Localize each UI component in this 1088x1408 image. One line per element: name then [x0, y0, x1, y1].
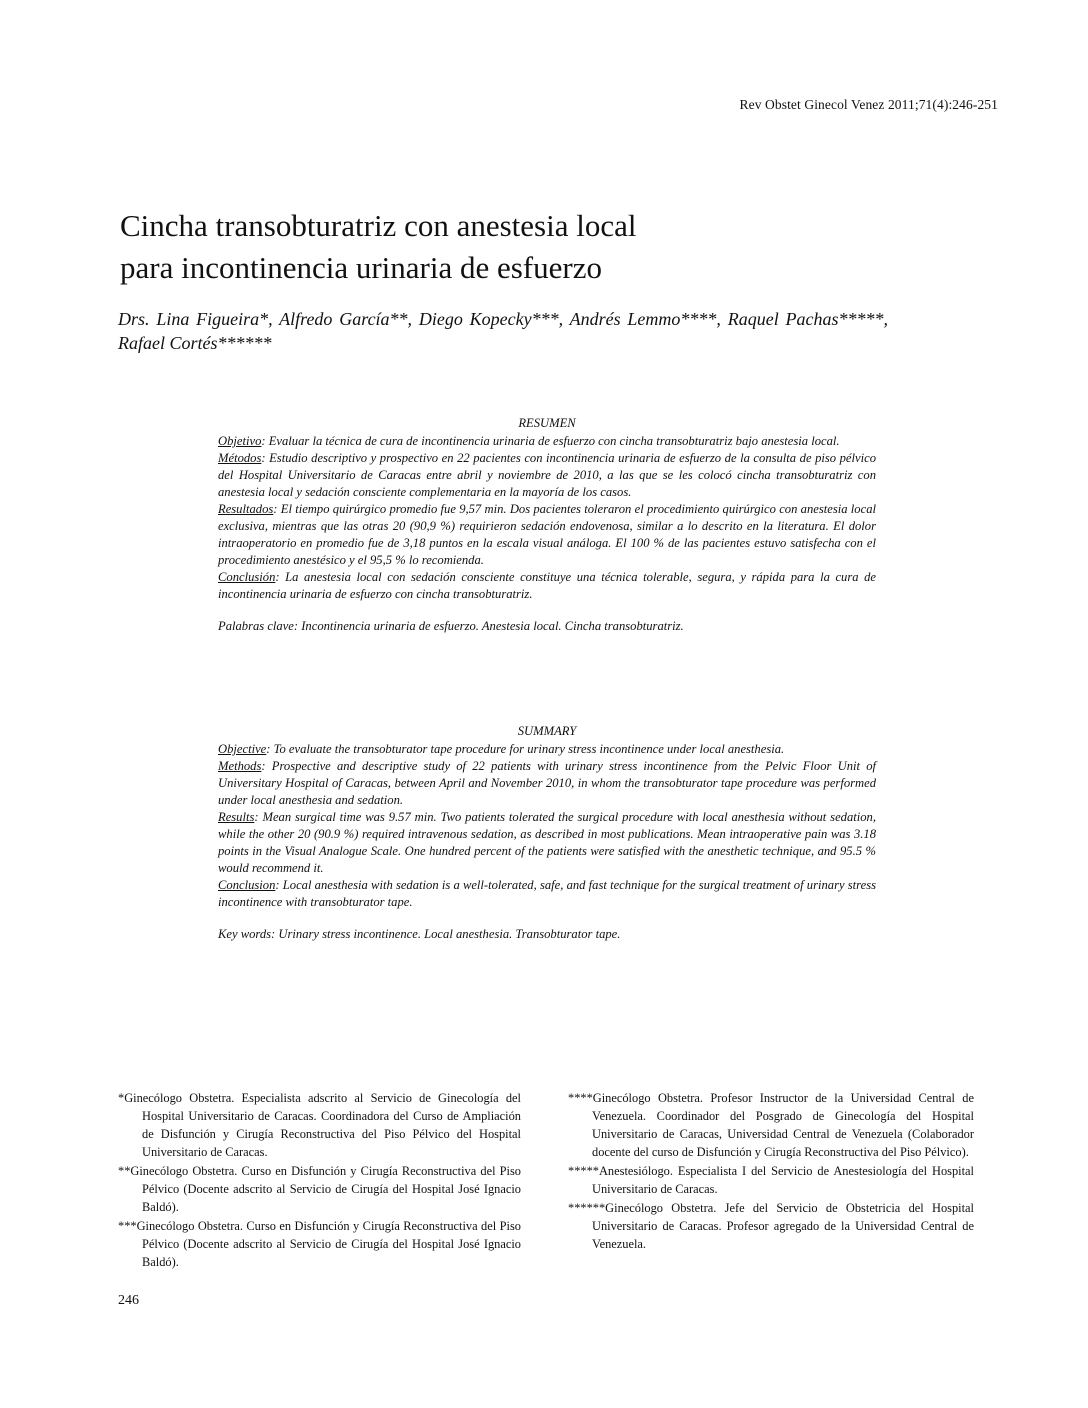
resumen-objetivo: [218, 433, 876, 450]
footnote: ****Ginecólogo Obstetra. Profesor Instructor de la Universidad Central de Venezuela. Coordinador del Posgrado de Ginecología del Hospital Universitario de Caracas, Universidad Central de Venezuela (Colaborador docente del curso de Disfunción y Cirugía Reconstructiva del Piso Pélvico).: [568, 1091, 974, 1159]
methods-label: Methods: [218, 759, 262, 773]
metodos-label: Métodos: [218, 451, 262, 465]
title-line-2: para incontinencia urinaria de esfuerzo: [120, 250, 602, 285]
summary-objective: [218, 741, 876, 758]
footnote: *Ginecólogo Obstetra. Especialista adscrito al Servicio de Ginecología del Hospital Universitario de Caracas. Coordinadora del Curso de Ampliación de Disfunción y Cirugía Reconstructiva del Piso Pélvico del Hospital Universitario de Caracas.: [118, 1091, 521, 1159]
resumen-metodos: [218, 450, 876, 501]
results-text: : Mean surgical time was 9.57 min. Two patients tolerated the surgical procedure with local anesthesia without sedation, while the other 20 (90.9 %) required intravenous sedation, as described in most publications. Mean intraoperative pain was 3.18 points in the Visual Analogue Scale. One hundred percent of the patients were satisfied with the anesthetic technique, and 95.5 % would recommend it.: [218, 810, 876, 875]
footnote: **Ginecólogo Obstetra. Curso en Disfunción y Cirugía Reconstructiva del Piso Pélvico (Docente adscrito al Servicio de Cirugía del Hospital José Ignacio Baldó).: [118, 1164, 521, 1214]
conclusion-label-en: Conclusion: [218, 878, 276, 892]
methods-text: : Prospective and descriptive study of 22 patients with urinary stress incontinence from the Pelvic Floor Unit of Universitary Hospital of Caracas, between April and November 2010, in whom the transobturator tape procedure was performed under local anesthesia and sedation.: [218, 759, 876, 807]
resumen-conclusion: [218, 569, 876, 603]
conclusion-label: Conclusión: [218, 570, 276, 584]
summary-heading: SUMMARY: [517, 724, 577, 738]
summary-conclusion: [218, 877, 876, 911]
journal-reference: Rev Obstet Ginecol Venez 2011;71(4):246-251: [739, 97, 998, 112]
footnote: ******Ginecólogo Obstetra. Jefe del Servicio de Obstetricia del Hospital Universitario de Caracas. Profesor agregado de la Universidad Central de Venezuela.: [568, 1201, 974, 1251]
key-words: Key words: Urinary stress incontinence. Local anesthesia. Transobturator tape.: [218, 927, 621, 941]
objective-text: : To evaluate the transobturator tape procedure for urinary stress incontinence under local anesthesia.: [266, 742, 785, 756]
footnotes-left-column: [118, 1089, 521, 1272]
resultados-text: : El tiempo quirúrgico promedio fue 9,57 min. Dos pacientes toleraron el procedimiento quirúrgico con anestesia local exclusiva, mientras que las otras 20 (90,9 %) requirieron sedación endovenosa, similar a lo descrito en la literatura. El dolor intraoperatorio en promedio fue de 3,18 puntos en la escala visual análoga. El 100 % de las pacientes estuvo satisfecha con el procedimiento anestésico y el 95,5 % lo recomienda.: [218, 502, 876, 567]
footnote: ***Ginecólogo Obstetra. Curso en Disfunción y Cirugía Reconstructiva del Piso Pélvico (Docente adscrito al Servicio de Cirugía del Hospital José Ignacio Baldó).: [118, 1219, 521, 1269]
metodos-text: : Estudio descriptivo y prospectivo en 22 pacientes con incontinencia urinaria de esfuerzo de la consulta de piso pélvico del Hospital Universitario de Caracas entre abril y noviembre de 2010, a las que se les colocó cincha transobturatriz con anestesia local y sedación consciente complementaria en la mayoría de los casos.: [218, 451, 876, 499]
resumen-abstract: [218, 415, 876, 635]
objetivo-label: Objetivo: [218, 434, 262, 448]
footnotes-right-column: [568, 1089, 974, 1254]
summary-abstract: [218, 723, 876, 943]
resumen-resultados: [218, 501, 876, 569]
summary-results: [218, 809, 876, 877]
page-number: 246: [118, 1293, 139, 1308]
resumen-heading: RESUMEN: [518, 416, 576, 430]
palabras-clave: Palabras clave: Incontinencia urinaria de esfuerzo. Anestesia local. Cincha transobturatriz.: [218, 619, 684, 633]
author-list: Drs. Lina Figueira*, Alfredo García**, Diego Kopecky***, Andrés Lemmo****, Raquel Pachas*****, Rafael Cortés******: [118, 309, 888, 353]
conclusion-text-en: : Local anesthesia with sedation is a well-tolerated, safe, and fast technique for the surgical treatment of urinary stress incontinence with transobturator tape.: [218, 878, 876, 909]
results-label: Results: [218, 810, 255, 824]
conclusion-text: : La anestesia local con sedación consciente constituye una técnica tolerable, segura, y rápida para la cura de incontinencia urinaria de esfuerzo con cincha transobturatriz.: [218, 570, 876, 601]
summary-methods: [218, 758, 876, 809]
resultados-label: Resultados: [218, 502, 274, 516]
objetivo-text: : Evaluar la técnica de cura de incontinencia urinaria de esfuerzo con cincha transobturatriz bajo anestesia local.: [261, 434, 840, 448]
title-line-1: Cincha transobturatriz con anestesia local: [120, 208, 637, 243]
article-title: [120, 205, 960, 289]
footnote: *****Anestesiólogo. Especialista I del Servicio de Anestesiología del Hospital Universitario de Caracas.: [568, 1164, 974, 1196]
objective-label: Objective: [218, 742, 267, 756]
